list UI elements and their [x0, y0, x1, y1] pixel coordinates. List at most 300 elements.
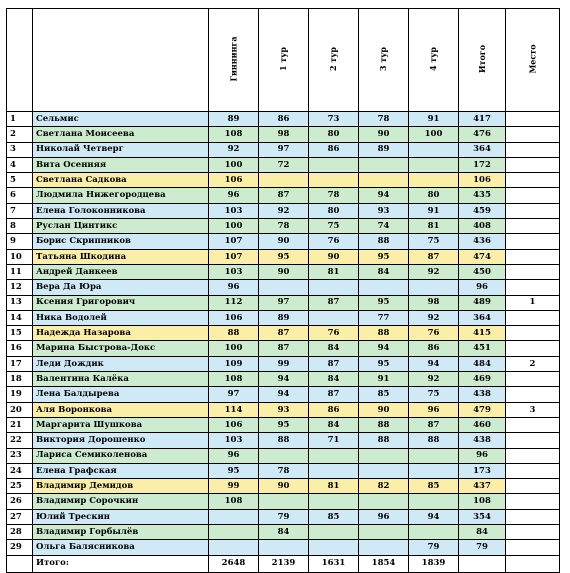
round-1-score: [259, 540, 309, 555]
round-1-score: [259, 280, 309, 295]
table-row: [7, 203, 560, 218]
row-number: 3: [7, 142, 33, 157]
place: [506, 310, 560, 325]
gininga-score: 96: [209, 448, 259, 463]
round-4-score: 92: [409, 264, 459, 279]
row-number: 14: [7, 310, 33, 325]
round-4-score: [409, 463, 459, 478]
table-row: [7, 310, 560, 325]
round-4-score: 92: [409, 310, 459, 325]
place: [506, 112, 560, 127]
round-1-score: 87: [259, 341, 309, 356]
row-number: 19: [7, 387, 33, 402]
round-3-score: 95: [359, 356, 409, 371]
gininga-score: 103: [209, 203, 259, 218]
gininga-score: 107: [209, 249, 259, 264]
round-3-score: [359, 494, 409, 509]
table-row: [7, 417, 560, 432]
place: [506, 280, 560, 295]
participant-name: Людмила Нижегородцева: [33, 188, 209, 203]
gininga-score: 88: [209, 326, 259, 341]
gininga-score: 108: [209, 127, 259, 142]
gininga-score: 100: [209, 157, 259, 172]
row-number: 11: [7, 264, 33, 279]
round-1-score: 92: [259, 203, 309, 218]
place: [506, 249, 560, 264]
participant-name: Вита Осенняя: [33, 157, 209, 172]
round-2-score: 86: [309, 402, 359, 417]
round-2-score: [309, 494, 359, 509]
round-4-score: [409, 525, 459, 540]
participant-name: Николай Четверг: [33, 142, 209, 157]
round-1-score: [259, 448, 309, 463]
round-2-score: 85: [309, 509, 359, 524]
round-1-score: 94: [259, 387, 309, 402]
row-number: 13: [7, 295, 33, 310]
total-score: 364: [459, 142, 506, 157]
table-row: [7, 142, 560, 157]
participant-name: Виктория Дорошенко: [33, 433, 209, 448]
round-1-score: 86: [259, 112, 309, 127]
round-3-score: 90: [359, 402, 409, 417]
header-row: [7, 9, 560, 112]
row-number: 28: [7, 525, 33, 540]
table-row: [7, 280, 560, 295]
place: [506, 142, 560, 157]
total-score: 108: [459, 494, 506, 509]
participant-name: Владимир Горбылёв: [33, 525, 209, 540]
round-2-score: 73: [309, 112, 359, 127]
round-1-score: 99: [259, 356, 309, 371]
participant-name: Аля Воронкова: [33, 402, 209, 417]
row-number: 4: [7, 157, 33, 172]
total-score: 408: [459, 219, 506, 234]
total-score: 479: [459, 402, 506, 417]
total-score: 96: [459, 280, 506, 295]
round-3-score: [359, 525, 409, 540]
participant-name: Маргарита Шушкова: [33, 417, 209, 432]
place: [506, 387, 560, 402]
table-row: [7, 249, 560, 264]
table-row: [7, 356, 560, 371]
gininga-score: 99: [209, 479, 259, 494]
header-round-1: 1 тур: [259, 9, 309, 112]
table-row: [7, 219, 560, 234]
round-3-score: 95: [359, 295, 409, 310]
table-row: [7, 341, 560, 356]
place: [506, 326, 560, 341]
round-4-score: [409, 157, 459, 172]
participant-name: Андрей Данкеев: [33, 264, 209, 279]
round-2-score: [309, 310, 359, 325]
round-2-score: [309, 463, 359, 478]
participant-name: Светлана Моисеева: [33, 127, 209, 142]
participant-name: Владимир Демидов: [33, 479, 209, 494]
round-3-score: [359, 280, 409, 295]
place: 1: [506, 295, 560, 310]
round-4-score: 98: [409, 295, 459, 310]
round-1-score: 95: [259, 417, 309, 432]
round-3-score: [359, 463, 409, 478]
total-score: 417: [459, 112, 506, 127]
gininga-score: [209, 525, 259, 540]
round-3-score: 93: [359, 203, 409, 218]
gininga-score: [209, 509, 259, 524]
round-3-score: 91: [359, 372, 409, 387]
gininga-score: 108: [209, 494, 259, 509]
place: [506, 509, 560, 524]
round-4-score: 88: [409, 433, 459, 448]
gininga-score: 96: [209, 280, 259, 295]
round-2-score: [309, 448, 359, 463]
total-score: 173: [459, 463, 506, 478]
header-round-3: 3 тур: [359, 9, 409, 112]
place: [506, 463, 560, 478]
round-1-score: 78: [259, 463, 309, 478]
participant-name: Светлана Садкова: [33, 173, 209, 188]
round-3-score: 90: [359, 127, 409, 142]
score-table-sheet: [6, 8, 562, 569]
round-3-score: 82: [359, 479, 409, 494]
round-2-score: 76: [309, 326, 359, 341]
place: [506, 372, 560, 387]
round-2-score: 84: [309, 341, 359, 356]
round-2-score: 76: [309, 234, 359, 249]
header-total: Итого: [459, 9, 506, 112]
round-1-score: 90: [259, 264, 309, 279]
round-1-score: 95: [259, 249, 309, 264]
place: 2: [506, 356, 560, 371]
round-4-score: 79: [409, 540, 459, 555]
row-number: 18: [7, 372, 33, 387]
place: [506, 540, 560, 555]
round-2-score: [309, 157, 359, 172]
round-1-score: 79: [259, 509, 309, 524]
place: [506, 234, 560, 249]
round-1-score: [259, 173, 309, 188]
participant-name: Вера Да Юра: [33, 280, 209, 295]
total-sum: [459, 555, 506, 572]
table-row: [7, 448, 560, 463]
place-sum: [506, 555, 560, 572]
table-row: [7, 372, 560, 387]
participant-name: Руслан Цинтикс: [33, 219, 209, 234]
round-2-score: [309, 173, 359, 188]
gininga-score: 92: [209, 142, 259, 157]
round-3-score: 89: [359, 142, 409, 157]
place: [506, 433, 560, 448]
place: [506, 448, 560, 463]
row-number: 5: [7, 173, 33, 188]
score-table: [6, 8, 560, 573]
round-2-score: 87: [309, 295, 359, 310]
table-row: [7, 173, 560, 188]
participant-name: Лариса Семиколенова: [33, 448, 209, 463]
gininga-score: 106: [209, 417, 259, 432]
round-4-score: 85: [409, 479, 459, 494]
round-2-score: 78: [309, 188, 359, 203]
participant-name: Ника Водолей: [33, 310, 209, 325]
round-3-score: 78: [359, 112, 409, 127]
gininga-score: 95: [209, 463, 259, 478]
row-number: 22: [7, 433, 33, 448]
total-score: 474: [459, 249, 506, 264]
table-row: [7, 234, 560, 249]
round-1-score: 84: [259, 525, 309, 540]
place: [506, 417, 560, 432]
row-number: 27: [7, 509, 33, 524]
table-row: [7, 157, 560, 172]
total-score: 476: [459, 127, 506, 142]
row-number: 8: [7, 219, 33, 234]
round-4-score: [409, 280, 459, 295]
row-number: 16: [7, 341, 33, 356]
round-3-score: 74: [359, 219, 409, 234]
table-row: [7, 295, 560, 310]
round-1-sum: 2139: [259, 555, 309, 572]
round-4-score: 76: [409, 326, 459, 341]
gininga-score: 107: [209, 234, 259, 249]
table-row: [7, 264, 560, 279]
participant-name: Лена Балдырева: [33, 387, 209, 402]
header-name: [33, 9, 209, 112]
participant-name: Елена Графская: [33, 463, 209, 478]
header-round-4: 4 тур: [409, 9, 459, 112]
round-2-score: 90: [309, 249, 359, 264]
gininga-score: 100: [209, 219, 259, 234]
participant-name: Ольга Балясникова: [33, 540, 209, 555]
round-2-score: 81: [309, 479, 359, 494]
total-score: 438: [459, 433, 506, 448]
round-1-score: 98: [259, 127, 309, 142]
gininga-score: [209, 540, 259, 555]
row-number: 12: [7, 280, 33, 295]
round-4-score: 87: [409, 249, 459, 264]
place: [506, 219, 560, 234]
total-score: 354: [459, 509, 506, 524]
total-score: 451: [459, 341, 506, 356]
total-score: 489: [459, 295, 506, 310]
total-score: 450: [459, 264, 506, 279]
gininga-score: 100: [209, 341, 259, 356]
place: [506, 494, 560, 509]
round-4-score: 94: [409, 509, 459, 524]
table-row: [7, 479, 560, 494]
round-1-score: 78: [259, 219, 309, 234]
round-3-score: [359, 448, 409, 463]
row-number: 9: [7, 234, 33, 249]
round-4-score: 94: [409, 356, 459, 371]
total-score: 460: [459, 417, 506, 432]
round-4-score: 91: [409, 112, 459, 127]
total-score: 438: [459, 387, 506, 402]
round-3-score: 88: [359, 417, 409, 432]
round-3-score: [359, 157, 409, 172]
round-1-score: 88: [259, 433, 309, 448]
round-4-score: 81: [409, 219, 459, 234]
total-score: 106: [459, 173, 506, 188]
round-3-score: 88: [359, 433, 409, 448]
participant-name: Юлий Трескин: [33, 509, 209, 524]
total-score: 96: [459, 448, 506, 463]
round-2-score: 84: [309, 372, 359, 387]
round-2-score: [309, 280, 359, 295]
round-1-score: 93: [259, 402, 309, 417]
total-score: 437: [459, 479, 506, 494]
round-3-score: 88: [359, 234, 409, 249]
row-number: 20: [7, 402, 33, 417]
place: [506, 264, 560, 279]
gininga-score: 106: [209, 310, 259, 325]
table-row: [7, 188, 560, 203]
round-3-score: 84: [359, 264, 409, 279]
total-score: 172: [459, 157, 506, 172]
round-4-score: [409, 448, 459, 463]
header-round-2: 2 тур: [309, 9, 359, 112]
round-3-score: [359, 173, 409, 188]
table-row: [7, 540, 560, 555]
header-gininga: Гиннинга: [209, 9, 259, 112]
round-2-sum: 1631: [309, 555, 359, 572]
round-2-score: 87: [309, 356, 359, 371]
round-4-score: 86: [409, 341, 459, 356]
gininga-score: 97: [209, 387, 259, 402]
round-2-score: 86: [309, 142, 359, 157]
participant-name: Надежда Назарова: [33, 326, 209, 341]
place: [506, 479, 560, 494]
row-number: 26: [7, 494, 33, 509]
round-4-score: 75: [409, 234, 459, 249]
round-2-score: 80: [309, 203, 359, 218]
round-4-score: 100: [409, 127, 459, 142]
round-4-score: 91: [409, 203, 459, 218]
table-row: [7, 463, 560, 478]
table-row: [7, 494, 560, 509]
round-2-score: [309, 540, 359, 555]
total-score: 435: [459, 188, 506, 203]
table-row: [7, 402, 560, 417]
header-num: [7, 9, 33, 112]
place: [506, 203, 560, 218]
round-1-score: 97: [259, 295, 309, 310]
total-score: 364: [459, 310, 506, 325]
table-row: [7, 509, 560, 524]
gininga-score: 89: [209, 112, 259, 127]
header-place: Место: [506, 9, 560, 112]
gininga-score: 96: [209, 188, 259, 203]
round-3-score: 95: [359, 249, 409, 264]
total-row: [7, 555, 560, 572]
participant-name: Борис Скрипников: [33, 234, 209, 249]
row-number: 15: [7, 326, 33, 341]
gininga-score: 112: [209, 295, 259, 310]
round-1-score: 94: [259, 372, 309, 387]
gininga-score: 103: [209, 264, 259, 279]
round-4-score: [409, 142, 459, 157]
round-3-score: 77: [359, 310, 409, 325]
row-number: 21: [7, 417, 33, 432]
place: [506, 341, 560, 356]
round-2-score: 81: [309, 264, 359, 279]
gininga-sum: 2648: [209, 555, 259, 572]
gininga-score: 114: [209, 402, 259, 417]
round-1-score: 89: [259, 310, 309, 325]
participant-name: Сельмис: [33, 112, 209, 127]
total-label: Итого:: [33, 555, 209, 572]
round-2-score: 80: [309, 127, 359, 142]
table-row: [7, 112, 560, 127]
table-row: [7, 326, 560, 341]
round-3-sum: 1854: [359, 555, 409, 572]
total-score: 469: [459, 372, 506, 387]
table-row: [7, 433, 560, 448]
round-4-score: [409, 173, 459, 188]
total-score: 459: [459, 203, 506, 218]
row-number: 1: [7, 112, 33, 127]
round-3-score: 96: [359, 509, 409, 524]
total-score: 484: [459, 356, 506, 371]
table-row: [7, 387, 560, 402]
gininga-score: 109: [209, 356, 259, 371]
round-2-score: [309, 525, 359, 540]
round-3-score: [359, 540, 409, 555]
table-body: [7, 112, 560, 573]
place: [506, 157, 560, 172]
participant-name: Марина Быстрова-Докс: [33, 341, 209, 356]
gininga-score: 103: [209, 433, 259, 448]
place: 3: [506, 402, 560, 417]
round-2-score: 84: [309, 417, 359, 432]
participant-name: Владимир Сорочкин: [33, 494, 209, 509]
round-4-score: 96: [409, 402, 459, 417]
total-score: 436: [459, 234, 506, 249]
row-number: 29: [7, 540, 33, 555]
round-4-sum: 1839: [409, 555, 459, 572]
place: [506, 188, 560, 203]
round-3-score: 94: [359, 341, 409, 356]
table-row: [7, 127, 560, 142]
row-number: 2: [7, 127, 33, 142]
round-1-score: [259, 494, 309, 509]
participant-name: Ксения Григорович: [33, 295, 209, 310]
participant-name: Елена Голоконникова: [33, 203, 209, 218]
round-4-score: 75: [409, 387, 459, 402]
round-2-score: 71: [309, 433, 359, 448]
round-1-score: 87: [259, 326, 309, 341]
total-num-cell: [7, 555, 33, 572]
participant-name: Леди Дождик: [33, 356, 209, 371]
round-1-score: 90: [259, 234, 309, 249]
round-1-score: 90: [259, 479, 309, 494]
place: [506, 173, 560, 188]
row-number: 17: [7, 356, 33, 371]
participant-name: Валентина Калёка: [33, 372, 209, 387]
round-1-score: 97: [259, 142, 309, 157]
round-3-score: 94: [359, 188, 409, 203]
total-score: 84: [459, 525, 506, 540]
row-number: 7: [7, 203, 33, 218]
round-3-score: 85: [359, 387, 409, 402]
round-4-score: 92: [409, 372, 459, 387]
total-score: 79: [459, 540, 506, 555]
place: [506, 525, 560, 540]
round-2-score: 87: [309, 387, 359, 402]
round-1-score: 87: [259, 188, 309, 203]
round-2-score: 75: [309, 219, 359, 234]
round-4-score: 80: [409, 188, 459, 203]
row-number: 24: [7, 463, 33, 478]
place: [506, 127, 560, 142]
